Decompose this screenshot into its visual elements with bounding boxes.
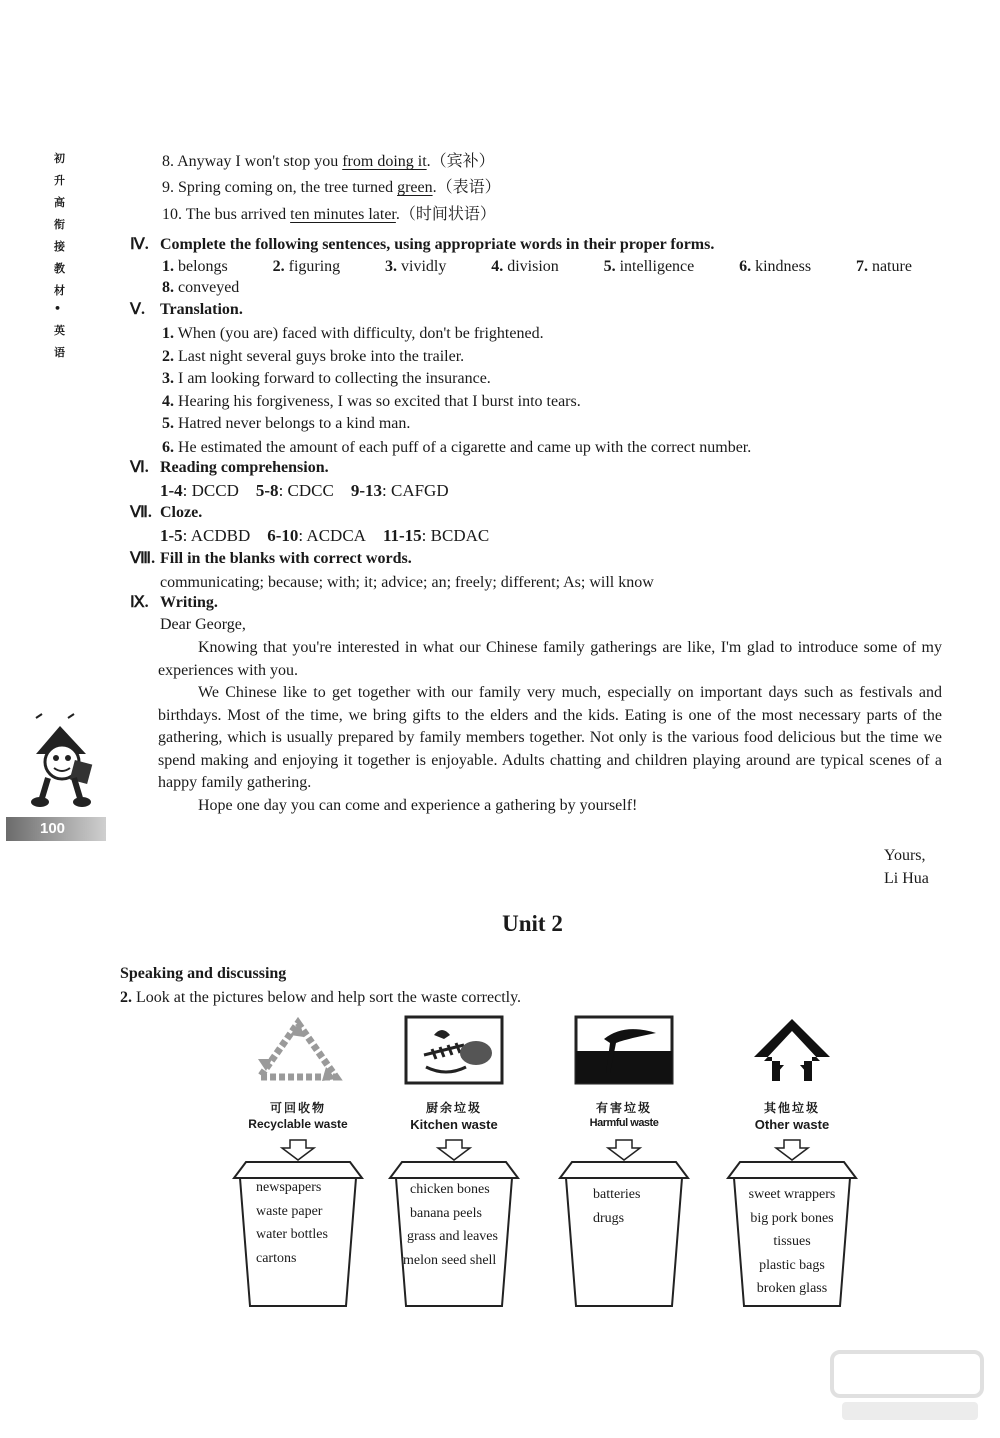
bin-contents [256, 1176, 328, 1270]
letter-paragraph: Hope one day you can come and experience a gathering by yourself! [198, 796, 638, 814]
fish-bone-icon [404, 1015, 504, 1085]
waste-item: tissues [773, 1234, 811, 1249]
waste-item: grass and leaves [407, 1229, 498, 1244]
bin-label-en: Kitchen waste [410, 1117, 498, 1132]
bin-label-cn: 有害垃圾 [595, 1101, 652, 1115]
bin-kitchen [384, 1015, 524, 1132]
answer: 4. division [491, 258, 559, 275]
section-title: Fill in the blanks with correct words. [160, 550, 412, 567]
underlined-phrase: green [397, 179, 433, 196]
side-char: 升 [54, 174, 65, 187]
section-ix-heading [130, 593, 218, 613]
side-char: 初 [54, 152, 65, 165]
subheading: Speaking and discussing [120, 965, 287, 982]
side-char: 材 [54, 284, 65, 297]
answer: 7. nature [855, 258, 912, 275]
bin-recyclable [228, 1015, 368, 1131]
section-vi-heading [130, 458, 329, 478]
item-text: The bus arrived [185, 206, 291, 223]
item-num: 8. [162, 153, 174, 170]
item-num: 10. [162, 206, 182, 223]
waste-item: newspapers [256, 1180, 322, 1195]
mascot-icon [28, 712, 98, 810]
watermark-logo-icon [828, 1348, 988, 1428]
letter-body [158, 637, 942, 817]
letter-paragraph: Knowing that you're interested in what our Chinese family gatherings are like, I'm glad to introduce some of my experiences with you. [158, 639, 942, 679]
letter-signature: Li Hua [884, 870, 929, 887]
waste-item: batteries [593, 1187, 641, 1202]
section-number: Ⅴ. [130, 301, 145, 318]
section-v-heading [130, 300, 243, 320]
answer: 1. belongs [162, 258, 228, 275]
answer: 5. intelligence [603, 258, 695, 275]
waste-item: chicken bones [410, 1182, 490, 1197]
section-iv-heading [130, 235, 714, 255]
side-char: 英 [54, 324, 65, 337]
section-title: Cloze. [160, 504, 203, 521]
item-text: .（时间状语） [395, 206, 496, 223]
section-iv-answers [162, 257, 912, 277]
answer: 6. kindness [739, 258, 812, 275]
bin-label-cn: 其他垃圾 [763, 1101, 820, 1115]
section-number: Ⅸ. [130, 594, 149, 611]
bin-harmful [554, 1015, 694, 1129]
item-text: Anyway I won't stop you [177, 153, 343, 170]
translation-item: 2. Last night several guys broke into the trailer. [162, 348, 465, 365]
waste-item: broken glass [756, 1281, 828, 1296]
answer: 2. figuring [272, 258, 341, 275]
waste-item: waste paper [256, 1203, 323, 1219]
section-number: Ⅷ. [130, 550, 156, 567]
item-text: .（表语） [432, 179, 501, 196]
answer: 8. conveyed [162, 279, 240, 296]
translation-item: 4. Hearing his forgiveness, I was so excited that I burst into tears. [162, 393, 581, 410]
bin-label-en: Harmful waste [589, 1117, 659, 1129]
item-8 [162, 152, 495, 172]
underlined-phrase: ten minutes later [290, 206, 396, 223]
side-char: 接 [54, 240, 65, 253]
item-num: 9. [162, 179, 174, 196]
waste-item: sweet wrappers [748, 1187, 836, 1202]
section-number: Ⅳ. [130, 236, 149, 253]
side-char: 衔 [54, 218, 65, 231]
bin-contents [593, 1183, 640, 1230]
bin-other [722, 1015, 862, 1132]
item-text: .（宾补） [426, 153, 495, 170]
waste-item: drugs [593, 1210, 625, 1226]
bin-label-en: Other waste [754, 1117, 830, 1132]
bin-contents [403, 1178, 498, 1272]
letter-paragraph: We Chinese like to get together with our family very much, especially on important days such as festivals and birthdays. Most of the time, we bring gifts to the elders and the kids. Eating is one of the most necessary parts of the gathering, which is usually prepared by family members together. Not only is the various food delicious but the time we spend making and enjoying it together is enjoyable. Adults chatting and children playing around are typical scenes of a happy family gathering. [158, 684, 942, 791]
other-waste-icon [742, 1015, 842, 1085]
translation-item: 6. He estimated the amount of each puff of a cigarette and came up with the correct number. [162, 439, 752, 456]
waste-item: water bottles [256, 1227, 328, 1242]
waste-item: big pork bones [750, 1210, 834, 1226]
section-title: Reading comprehension. [160, 459, 329, 476]
item-9 [162, 178, 501, 198]
answer: 3. vividly [385, 258, 447, 275]
bin-label-en: Recyclable waste [248, 1117, 348, 1131]
side-char: 高 [54, 196, 65, 209]
side-char: 教 [54, 262, 65, 275]
section-number: Ⅶ. [130, 504, 152, 521]
section-viii-heading [130, 549, 412, 569]
waste-item: cartons [256, 1250, 297, 1266]
translation-item: 5. Hatred never belongs to a kind man. [162, 415, 411, 432]
underlined-phrase: from doing it [342, 153, 427, 170]
waste-item: banana peels [410, 1205, 482, 1221]
bin-label-cn: 可回收物 [269, 1101, 326, 1115]
letter-closing: Yours, [884, 847, 926, 864]
hazard-icon [574, 1015, 674, 1085]
section-title: Translation. [160, 301, 243, 318]
translation-item: 3. I am looking forward to collecting the insurance. [162, 370, 491, 387]
unit-title: Unit 2 [502, 911, 563, 936]
section-vii-heading [130, 503, 202, 523]
instruction: 2. Look at the pictures below and help sort the waste correctly. [120, 989, 522, 1006]
section-title: Complete the following sentences, using appropriate words in their proper forms. [160, 236, 715, 253]
section-vi-answers: 1-4: DCCD 5-8: CDCC 9-13: CAFGD [160, 481, 449, 500]
translation-item: 1. When (you are) faced with difficulty, don't be frightened. [162, 325, 544, 342]
section-title: Writing. [160, 594, 218, 611]
side-char: • [54, 302, 62, 315]
bin-label-cn: 厨余垃圾 [425, 1101, 482, 1115]
waste-item: plastic bags [759, 1257, 825, 1273]
section-vii-answers: 1-5: ACDBD 6-10: ACDCA 11-15: BCDAC [160, 526, 490, 545]
recycle-icon [248, 1015, 348, 1085]
bin-contents [740, 1183, 844, 1301]
waste-item: melon seed shell [403, 1252, 497, 1268]
item-text: Spring coming on, the tree turned [178, 179, 398, 196]
item-10 [162, 205, 496, 225]
side-char: 语 [54, 346, 65, 359]
letter-greeting: Dear George, [160, 616, 246, 633]
section-viii-answers: communicating; because; with; it; advice; an; freely; different; As; will know [160, 574, 654, 591]
page-number: 100 [6, 817, 106, 841]
section-number: Ⅵ. [130, 459, 149, 476]
